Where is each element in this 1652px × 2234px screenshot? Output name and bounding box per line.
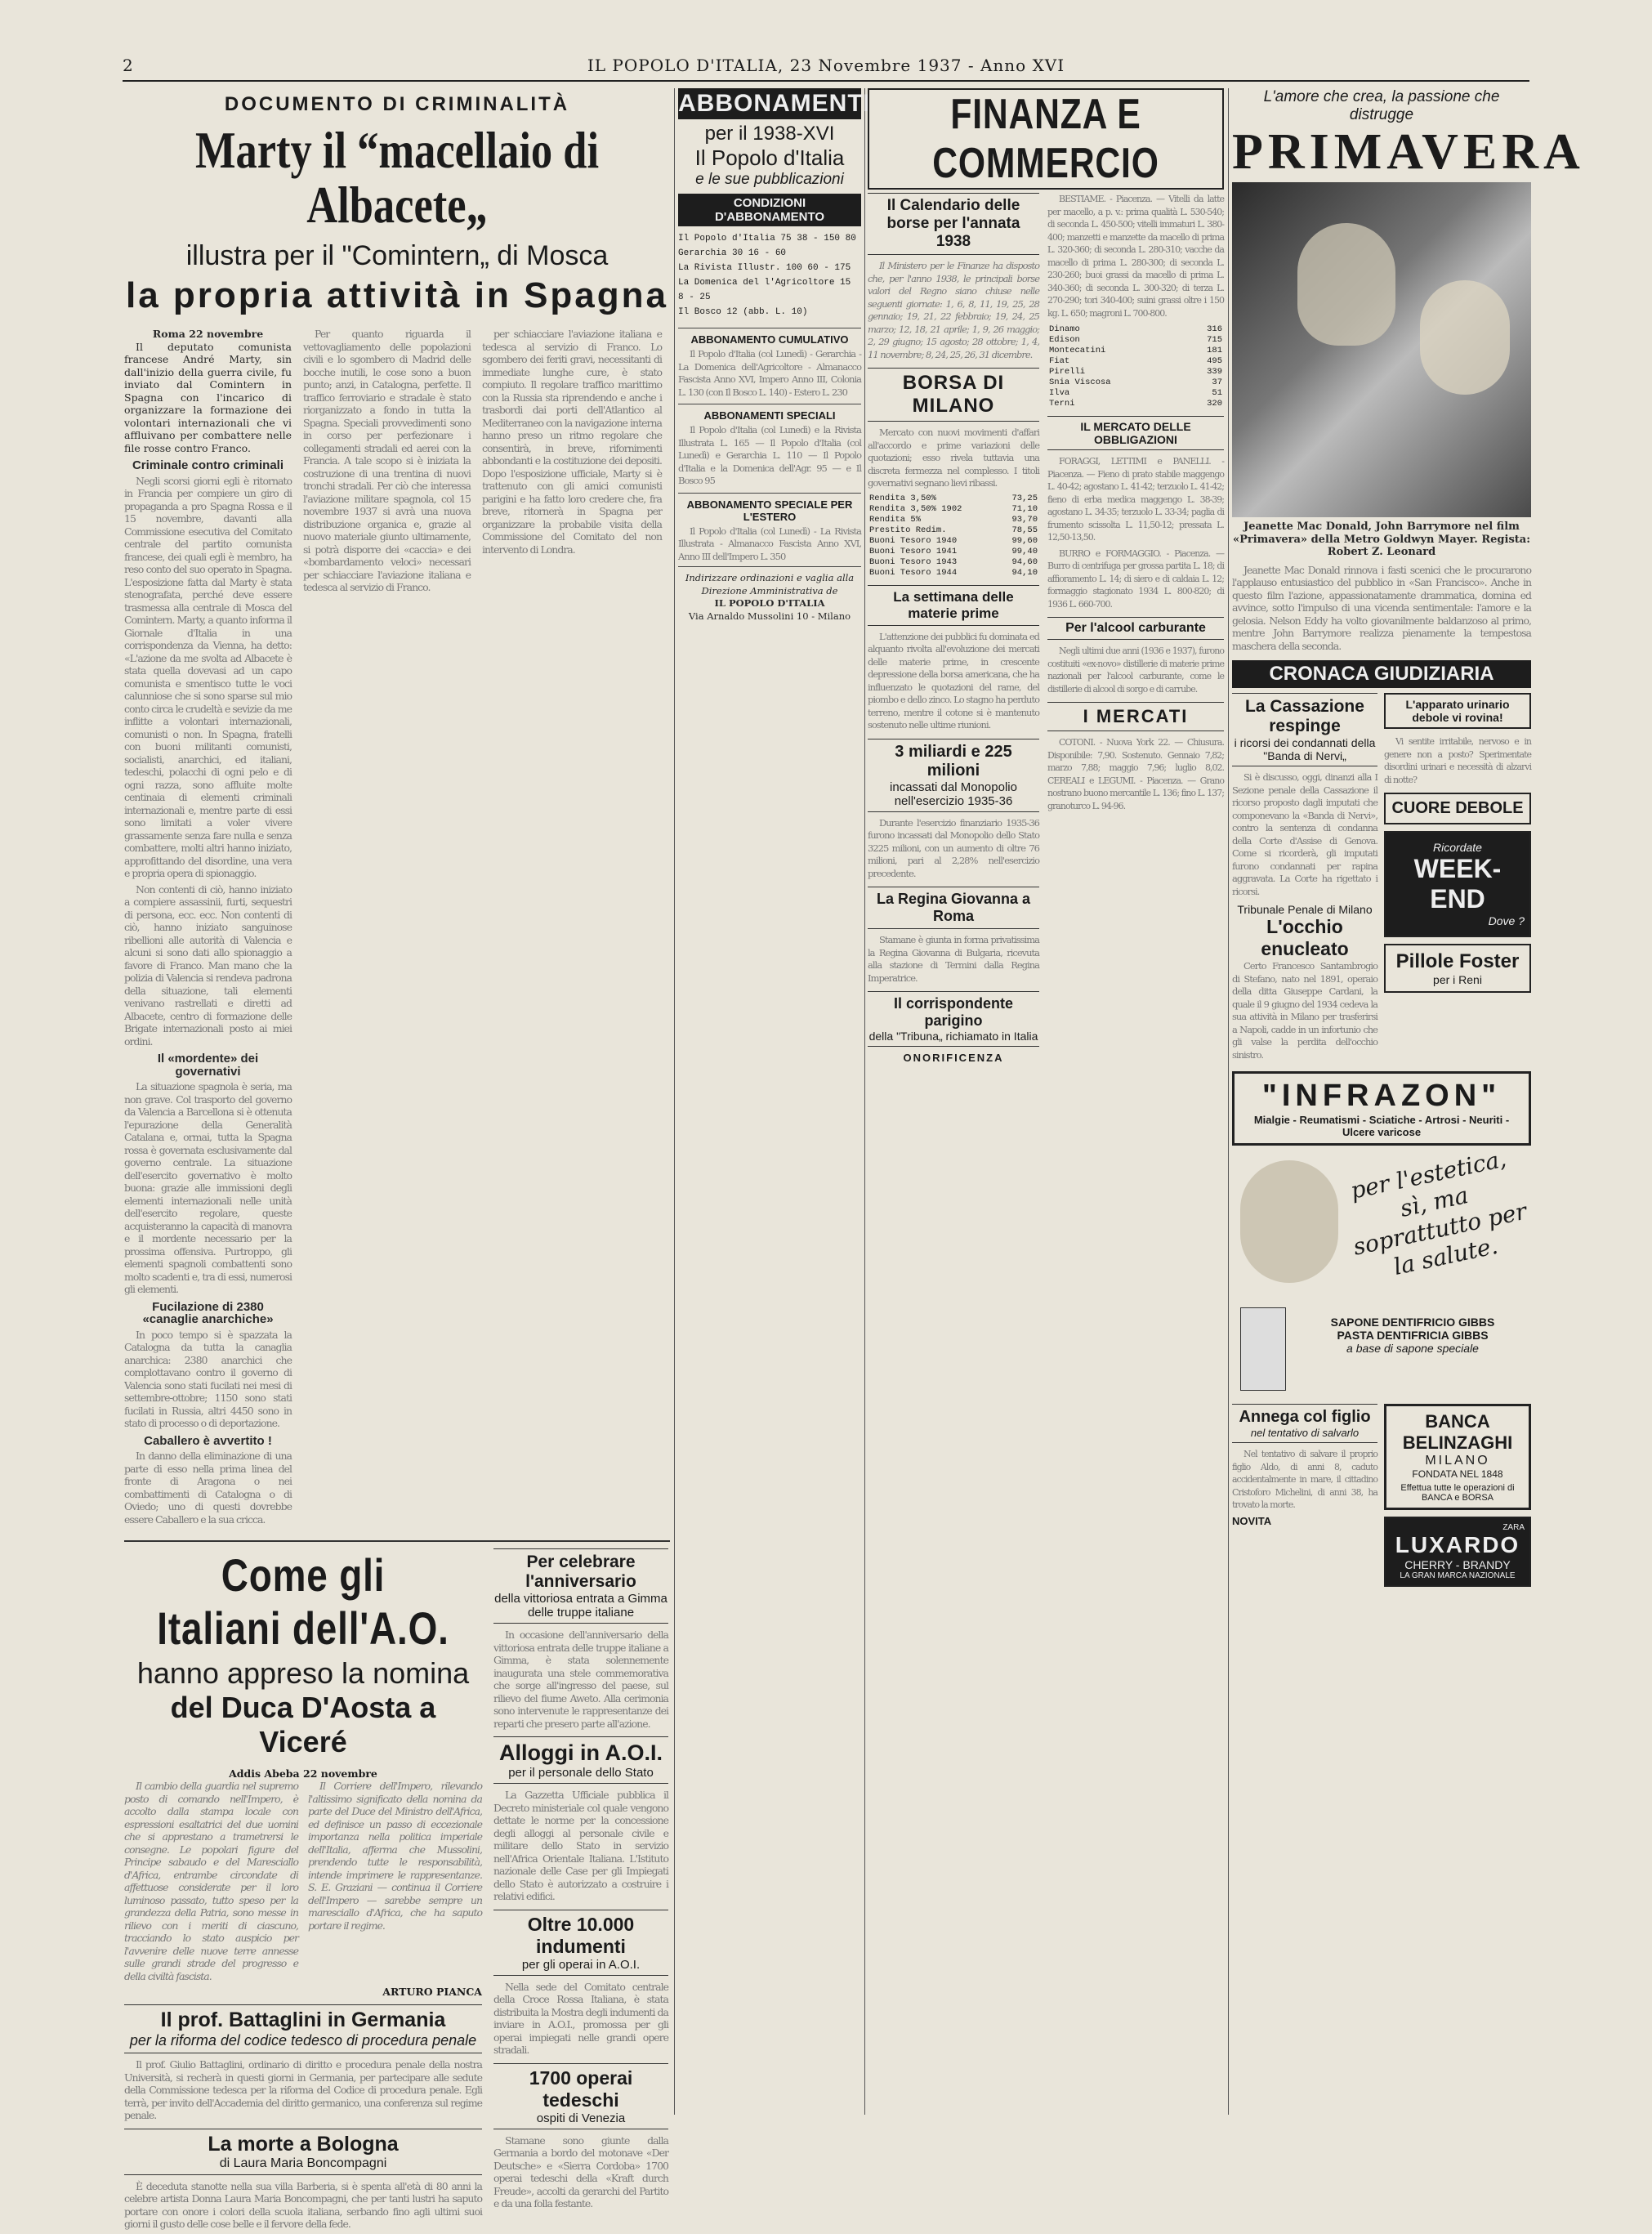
ad-banca-services: Effettua tutte le operazioni di BANCA e BORSA	[1400, 1483, 1515, 1503]
article-headline: Marty il “macellaio di Albacete„	[194, 121, 600, 235]
dateline: Addis Abeba 22 novembre	[229, 1767, 377, 1780]
ad-cuore	[1384, 793, 1531, 824]
table-row: Buoni Tesoro 1940 99,60	[869, 535, 1038, 546]
headline-materie-prime: La settimana delle materie prime	[893, 588, 1014, 621]
ad-weekend	[1384, 831, 1531, 937]
ad-gibbs-line2: PASTA DENTIFRICIA GIBBS	[1337, 1329, 1489, 1343]
headline-calendario: Il Calendario delle borse per l'annata 1938	[886, 197, 1020, 250]
subhead-annega: nel tentativo di salvarlo	[1250, 1427, 1360, 1440]
subhead-monopolio: incassati dal Monopolio nell'esercizio 1935-36	[890, 780, 1017, 808]
cumulative-title: ABBONAMENTO CUMULATIVO	[678, 328, 861, 346]
ad-banca	[1384, 1404, 1531, 1510]
headline-morte-bologna: La morte a Bologna	[208, 2132, 399, 2156]
column-divider	[864, 88, 865, 2115]
ad-foster-title: Pillole Foster	[1395, 950, 1520, 973]
ad-foster-sub: per i Reni	[1433, 973, 1482, 987]
headline-battaglini: Il prof. Battaglini in Germania	[160, 2008, 446, 2032]
woman-portrait	[1240, 1160, 1338, 1283]
lead-paragraph: Il deputato comunista francese André Marty, sin dall'inizio della guerra civile, fu inviato dal Comintern in Spagna con l'incarico di organizzare la formazione dei volontari internazionali che vi affluivano per combattere nelle file rosse contro Franco.	[124, 340, 292, 454]
ad-gibbs-line3: a base di sapone speciale	[1346, 1342, 1479, 1356]
subscription-rates	[678, 231, 861, 319]
table-row: Buoni Tesoro 1944 94,10	[869, 567, 1038, 578]
rate-row: Gerarchia 30 16 - 60	[678, 248, 787, 258]
column-divider	[1228, 88, 1229, 2115]
film-title: PRIMAVERA	[1232, 124, 1585, 180]
subhead-cassazione: i ricorsi dei condannati della "Banda di Nervi„	[1234, 736, 1376, 763]
ad-gibbs	[1232, 1145, 1531, 1397]
ad-banca-title: BANCA BELINZAGHI	[1402, 1411, 1513, 1454]
headline-occhio: L'occhio enucleato	[1261, 916, 1349, 960]
right-column: L'amore che crea, la passione che distrugge PRIMAVERA Jeanette Mac Donald, John Barrymore nel film «Primavera» della Metro Goldwyn Mayer. Regista: Robert Z. Leonard Jeanette Mac Donald rinnova i fasti scenici che le procurarono l'applauso entusiastico del pubblico in «San Francisco». Anche in questo film l'azione, appassionatamente drammatica, domina ed avvince, sotto l'impulso di una vicenda sentimentale: l'amore e la gelosia. Nelson Eddy ha volto giovanilmente baldanzoso al primo, mentre John Barrymore realizza pienamente la tempestosa maschera della seconda. CRONACA GIUDIZIARIA La Cassazione respinge i ricorsi dei condannati della "Banda di Nervi„ Si è discusso, oggi, dinanzi alla I Sezione penale della Cassazione il ricorso proposto dagli imputati che componevano la «Banda di Nervi», contro la sentenza di condanna della Corte d'Assise di Genova. Come si ricorderà, gli imputati furono condannati per rapina aggravata. La Corte ha rigettato i ricorsi. Tribunale Penale di Milano L'occhio enucleato Certo Francesco Santambrogio di Stefano, nato nel 1891, operaio della ditta Giuseppe Cardani, la quale il 9 giugno del 1934 cedeva la sua attività in Milano per trasferirsi a Napoli, cadde in un infortunio che gli valse la perdita dell'occhio sinistro. L'apparato urinario debole vi rovina! Vi sentite irritabile, nervoso e in genere non a posto? Sperimentate disordini urinari e necessità di alzarvi di notte? CUORE DEBOLE Ricordate WEEK-END Dove ? Pillole Foster per i Reni "INFRAZON" Mialgie - Reumatismi - Sciatiche - Artrosi - Neuriti - Ulcere varicose per l'estetica, sì, ma soprattutto per la salute. SAPONE DENTIFRICIO GIBBS PASTA DENTIFRICIA GIBBS a base di sapone speciale Annega col figlio nel tentativo di salvarlo Nel tentativo di salvare il proprio figlio Aldo, di anni 8, caduto accidentalmente in mare, il cittadino Cristoforo Michelini, di anni 38, ha trovato la morte. NOVITA BANCA BELINZAGHI MILANO FONDATA NEL 1848 Effettua tutte le operazioni di BANCA e BORSA ZARA LUXARDO CHERRY - BRANDY LA GRAN MARCA NAZIONALE	[1232, 88, 1531, 2115]
column-divider	[674, 88, 675, 2115]
table-row: Dinamo 316	[1049, 324, 1222, 334]
conditions-title: CONDIZIONI D'ABBONAMENTO	[678, 194, 861, 226]
address-street: Via Arnaldo Mussolini 10 - Milano	[688, 610, 851, 622]
ad-urinario	[1384, 693, 1531, 729]
address-name: IL POPOLO D'ITALIA	[714, 597, 825, 609]
headline-alloggi: Alloggi in A.O.I.	[499, 1740, 663, 1766]
headline-obbligazioni: IL MERCATO DELLE OBBLIGAZIONI	[1080, 420, 1191, 446]
article-body-col: per schiacciare l'aviazione italiana e tedesca al servizio di Franco. Lo sgombero dei feriti gravi, necessitanti di immediate lunghe cure, è stato compiuto. Il regolare traffico marittimo con la Russia sta riprendendo e anche i trasbordi dai porti dell'Atlantico al Mediterraneo con la navigazione interna hanno preso un ritmo regolare che consentirà, in breve, rifornimenti abbondanti e la costituzione dei depositi. Dopo l'esposizione ufficiale, Marty si è trattenuto con gli amici comunisti parigini e ha fatto loro credere che, fra breve, ritornerà in Spagna per organizzare la probabile visita della Commissione del Comitato del non intervento di Londra.	[482, 328, 662, 556]
table-row: Rendita 3,50% 1902 71,10	[869, 503, 1038, 514]
ad-weekend-line1: Ricordate	[1433, 841, 1482, 855]
subscriptions-year: per il 1938-XVI	[704, 123, 835, 145]
article-subhead-2: la propria attività in Spagna	[125, 275, 668, 316]
table-row: Edison 715	[1049, 335, 1222, 345]
ad-gibbs-slogan: per l'estetica, sì, ma soprattutto per la salute.	[1348, 1145, 1529, 1281]
table-row: Rendita 3,50% 73,25	[869, 493, 1038, 503]
section-cronaca: CRONACA GIUDIZIARIA	[1232, 660, 1531, 688]
table-row: Snia Viscosa 37	[1049, 378, 1222, 387]
signature: ARTURO PIANCA	[382, 1986, 482, 1999]
subheading: Caballero è avvertito !	[144, 1433, 272, 1448]
subhead-viceroy-2: del Duca D'Aosta a Viceré	[170, 1691, 436, 1759]
special-title: ABBONAMENTI SPECIALI	[678, 404, 861, 422]
subheading: Il «mordente» dei governativi	[157, 1052, 259, 1079]
ad-infrazon	[1232, 1071, 1531, 1146]
table-row: Prestito Redim. 78,55	[869, 525, 1038, 535]
dateline: Roma 22 novembre	[152, 328, 264, 341]
headline-corrispondente: Il corrispondente parigino	[893, 995, 1014, 1029]
toothpaste-tube-icon	[1240, 1307, 1286, 1391]
article-body-col: Per quanto riguarda il vettovagliamento delle popolazioni civili e lo sgombero di Madrid delle bocche inutili, le cose sono a buon punto; anzi, in Catalogna, perfette. Il traffico ferroviario e stradale è stato riorganizzato a fondo in tutta la Spagna. Speciali provvedimenti sono in corso per perfezionare i collegamenti stradali ed aerei con la Francia. A tale scopo si è iniziata la costruzione di una trentina di nuovi tronchi stradali. Per ciò che interessa l'aviazione militare spagnola, col 15 novembre 1937 si avrà una nuova distribuzione organica e, grazie al nuovo materiale giunto ultimamente, si potrà disporre dei «caccia» e dei «bombardamento veloci» necessari per schiacciare l'aviazione italiana e tedesca al servizio di Franco.	[303, 328, 471, 594]
subhead-corrispondente: della "Tribuna„ richiamato in Italia	[868, 1030, 1038, 1043]
page-header	[123, 56, 1529, 75]
table-row: Buoni Tesoro 1941 99,40	[869, 546, 1038, 556]
subhead-morte-bologna: di Laura Maria Boncompagni	[219, 2156, 387, 2170]
ad-infrazon-sub: Mialgie - Reumatismi - Sciatiche - Artrosi - Neuriti - Ulcere varicose	[1253, 1114, 1510, 1139]
article-subhead: illustra per il "Comintern„ di Mosca	[185, 240, 609, 272]
headline-operai-tedeschi: 1700 operai tedeschi	[529, 2066, 633, 2111]
subhead-indumenti: per gli operai in A.O.I.	[521, 1957, 641, 1972]
headline-monopolio: 3 miliardi e 225 milioni	[895, 742, 1012, 780]
subscriptions-column: ABBONAMENTI per il 1938-XVI Il Popolo d'Italia e le sue pubblicazioni CONDIZIONI D'ABBONAMENTO Il Popolo d'Italia 75 38 - 150 80 Gerarchia 30 16 - 60 La Rivista Illustr. 100 60 - 175 La Domenica del l'Agricoltore 15 8 - 25 Il Bosco 12 (abb. L. 10) ABBONAMENTO CUMULATIVO Il Popolo d'Italia (col Lunedì) - Gerarchia - La Domenica dell'Agricoltore - Almanacco Fascista Anno XVI, Impero Anno III, Colonia L. 130 (con Il Bosco L. 140) - Estero L. 230 ABBONAMENTI SPECIALI Il Popolo d'Italia (col Lunedì) e la Rivista Illustrata L. 165 — Il Popolo d'Italia (col Lunedì) e Gerarchia L. 110 — Il Popolo d'Italia e la Domenica dell'Agr. 95 — e Il Bosco 95 ABBONAMENTO SPECIALE PER L'ESTERO Il Popolo d'Italia (col Lunedì) - La Rivista Illustrata - Almanacco Fascista Anno XVI, Anno III dell'Impero L. 350 Indirizzare ordinazioni e vaglia alla Direzione Amministrativa de IL POPOLO D'ITALIA Via Arnaldo Mussolini 10 - Milano	[678, 90, 871, 622]
headline-annega: Annega col figlio	[1239, 1408, 1371, 1427]
ad-luxardo-title: LUXARDO	[1395, 1532, 1520, 1558]
bond-table	[868, 494, 1039, 579]
subhead-gimma: della vittoriosa entrata a Gimma delle truppe italiane	[494, 1592, 667, 1620]
ad-luxardo-product: CHERRY - BRANDY	[1404, 1558, 1511, 1572]
article-body-col: Roma 22 novembre Il deputato comunista francese André Marty, sin dall'inizio della guerra civile, fu inviato dal Comintern in Spagna con l'incarico di organizzare la formazione dei volontari internazionali che vi affluivano per combattere nelle file rosse contro Franco. Criminale contro criminali Negli scorsi giorni egli è ritornato in Francia per compiere un giro di propaganda a pro Spagna Rossa e il 15 novembre, davanti alla Commissione esecutiva del Comitato centrale del partito comunista francese, dei quali egli è membro, ha reso conto del suo operato in Spagna. L'esposizione fatta dal Marty è stata stenografata, perché deve essere trasmessa alla centrale di Mosca del Comintern. Marty, a quanto informa il Giornale d'Italia in una corrispondenza da Vienna, ha detto: «L'azione da me svolta ad Albacete è stata quella dovevasi ad un capo comunista e smentisco tutte le voci calunniose che si sono sparse sul mio conto circa le crudeltà e sevizie da me inflitte a volontari internazionali, comunisti o non. In Spagna, fratelli con buoni militanti comunisti, socialisti, anarchici, ed italiani, tedeschi, polacchi di ogni pelo e di ogni razza, sono affluite molte centinaia di elementi criminali internazionali e, mentre parte di essi sono limitati a voler vivere grassamente senza fare nulla e senza combattere, molti altri hanno iniziato, approfittando del disordine, una vera e propria opera di spionaggio. Non contenti di ciò, hanno iniziato a compiere assassinii, furti, sequestri di persona, ecc. ecc. Non contenti di ciò, hanno iniziato sanguinose ribellioni alle autorità di Valencia e alcuni si sono dati allo spionaggio a favore di Franco. Man mano che la polizia di Valencia si rendeva padrona della situazione, tali elementi venivano rastrellati e diretti ad Albacete, centro di formazione delle Brigate internazionali posto ai miei ordini. Il «mordente» dei governativi La situazione spagnola è seria, ma non grave. Col trasporto del governo da Valencia a Barcellona si è ottenuta l'epurazione della Generalità Catalana e, ormai, tutta la Spagna rossa è governata esclusivamente dal governo centrale. La situazione dell'esercito governativo è molto buona: grazie alle immissioni degli elementi internazionali nelle unità dell'esercito regolare, queste acquisteranno la capacità di manovra e il mordente necessario per la prossima offensiva. Purtroppo, gli elementi spagnoli combattenti sono molto scadenti e, tra di essi, numerosi gli elementi. Fucilazione di 2380 «canaglie anarchiche» In poco tempo si è spazzata la Catalogna da tutta la canaglia anarchica: 2380 anarchici che complottavano contro il governo di Valencia sono stati fucilati nei mesi di settembre-ottobre; 1150 sono stati fucilati in Russia, altri 4450 sono in stato di processo o di deportazione. Caballero è avvertito ! In danno della eliminazione di una parte di esso nella prima linea del fronte di Aragona o nei combattimenti di Catalogna o di Oviedo; uno di questi dovrebbe essere Caballero e la sua cricca.	[124, 328, 292, 1526]
header-rule	[123, 80, 1529, 82]
foreign-title: ABBONAMENTO SPECIALE PER L'ESTERO	[678, 493, 861, 523]
headline-viceroy: Come gli Italiani dell'A.O.	[157, 1549, 449, 1655]
table-row: Fiat 495	[1049, 356, 1222, 366]
masthead: IL POPOLO D'ITALIA, 23 Novembre 1937 - Anno XVI	[587, 56, 1065, 75]
novita-label: NOVITA	[1232, 1514, 1272, 1527]
table-row: Rendita 5% 93,70	[869, 514, 1038, 525]
ad-weekend-line3: Dove ?	[1488, 914, 1525, 928]
subscriptions-paper: Il Popolo d'Italia	[694, 145, 845, 170]
ad-luxardo	[1384, 1517, 1531, 1587]
film-still-photo	[1232, 182, 1531, 517]
subhead-operai-tedeschi: ospiti di Venezia	[536, 2111, 626, 2125]
table-row: Ilva 51	[1049, 388, 1222, 398]
ad-weekend-title: WEEK-END	[1413, 854, 1502, 914]
rate-row: La Domenica del l'Agricoltore 15 8 - 25	[678, 278, 851, 302]
ad-infrazon-title: "INFRAZON"	[1261, 1079, 1502, 1114]
table-row: Montecatini 181	[1049, 346, 1222, 355]
ad-foster	[1384, 944, 1531, 993]
ad-urinario-title: L'apparato urinario debole vi rovina!	[1405, 698, 1510, 725]
headline-mercati: I MERCATI	[1083, 706, 1189, 726]
rate-row: Il Bosco 12 (abb. L. 10)	[678, 307, 808, 317]
subhead-alloggi: per il personale dello Stato	[508, 1766, 654, 1780]
table-row: Buoni Tesoro 1943 94,60	[869, 556, 1038, 567]
finance-column: FINANZA E COMMERCIO Il Calendario delle borse per l'annata 1938 Il Ministero per le Finanze ha disposto che, per l'anno 1938, le principali borse valori del Regno siano chiuse nelle seguenti giornate: 1, 6, 8, 11, 19, 25, 28 gennaio; 19, 21, 22 febbraio; 19, 24, 25 marzo; 12, 18, 21 aprile; 1, 9, 26 maggio; 2, 29 giugno; 15 agosto; 28 ottobre; 1, 4, 11 novembre; 8, 24, 25, 26, 31 dicembre. BORSA DI MILANO Mercato con nuovi movimenti d'affari all'accordo e prime variazioni delle quotazioni; esso rivela tuttavia una discreta fermezza nel complesso. I titoli governativi segnano lievi ribassi. Rendita 3,50% 73,25 Rendita 3,50% 1902 71,10 Rendita 5% 93,70 Prestito Redim. 78,55 Buoni Tesoro 1940 99,60 Buoni Tesoro 1941 99,40 Buoni Tesoro 1943 94,60 Buoni Tesoro 1944 94,10 La settimana delle materie prime L'attenzione dei pubblici fu dominata ed alquanto rivolta all'evoluzione dei mercati delle materie prime, in crescente depressione della borsa americana, che ha influenzato le quotazioni del rame, del piombo e dello zinco. Lo stagno ha perduto terreno, mentre il cotone si è mantenuto sostenuto nelle ultime riunioni. 3 miliardi e 225 milioni incassati dal Monopolio nell'esercizio 1935-36 Durante l'esercizio finanziario 1935-36 furono incassati dal Monopolio dello Stato 3225 milioni, con un aumento di oltre 76 milioni, pari al 2,28% nell'esercizio precedente. La Regina Giovanna a Roma Stamane è giunta in forma privatissima la Regina Giovanna di Bulgaria, ricevuta alla stazione di Termini dalla Regina Imperatrice. Il corrispondente parigino della "Tribuna„ richiamato in Italia ONORIFICENZA BESTIAME. - Piacenza. — Vitelli da latte per macello, a p. v.: prima qualità L. 530-540; di seconda L. 450-500; vitelli immaturi L. 380-400; manzetti e manzette da macello di prima L. 320-360; di seconda L. 280-310; vacche da macello di prima L. 280-300; di seconda L. 230-260; buoi grassi da macello di prima L. 340-360; di seconda L. 300-320; di terza L. 270-290; tori 340-400; suini grassi oltre i 150 kg. L. 650; magroni L. 700-800. Dinamo 316 Edison 715 Montecatini 181 Fiat 495 Pirelli 339 Snia Viscosa 37 Ilva 51 Terni 320 IL MERCATO DELLE OBBLIGAZIONI FORAGGI, LETTIMI e PANELLI. - Piacenza. — Fieno di prato stabile maggengo L. 40-42; agostano L. 41-42; terzuolo L. 41-42; fieno di erba medica maggengo L. 38-39; agostano L. 34-35; terzuolo L. 33-34; paglia di frumento scissolta L. 11,50-12; pressata L. 12,50-13,50. BURRO e FORMAGGIO. - Piacenza. — Burro di centrifuga per grossa partita L. 18; di affioramento L. 14; di siero e di caldaia L. 12; formaggio stagionato 1934 L. 800-820; di 1936 L. 660-700. Per l'alcool carburante Negli ultimi due anni (1936 e 1937), furono costituiti «ex-novo» distillerie di materie prime nazionali per l'alcool carburante, come le distillerie di alcool di sorgo e di carrube. I MERCATI COTONI. - Nuova York 22. — Chiusura. Disponibile: 7,90. Sostenuto. Gennaio 7,82; marzo 7,88; maggio 7,96; luglio 8,02. CEREALI e LEGUMI. - Piacenza. — Grano nostrano buono mercantile L. 136; fino L. 137; granoturco L. 94-96.	[868, 88, 1224, 2115]
headline-onorificenza: ONORIFICENZA	[903, 1052, 1004, 1064]
subhead-viceroy: hanno appreso la nomina	[136, 1656, 470, 1691]
subhead-battaglini: per la riforma del codice tedesco di procedura penale	[129, 2032, 477, 2049]
ad-banca-founded: FONDATA NEL 1848	[1412, 1468, 1503, 1481]
rate-row: La Rivista Illustr. 100 60 - 175	[678, 263, 851, 273]
article-kicker: DOCUMENTO DI CRIMINALITÀ	[224, 93, 570, 115]
main-article: DOCUMENTO DI CRIMINALITÀ Marty il “macellaio di Albacete„ illustra per il "Comintern„ di Mosca la propria attività in Spagna Roma 22 novembre Il deputato comunista francese André Marty, sin dall'inizio della guerra civile, fu inviato dal Comintern in Spagna con l'incarico di organizzare la formazione dei volontari internazionali che vi affluivano per combattere nelle file rosse contro Franco. Criminale contro criminali Negli scorsi giorni egli è ritornato in Francia per compiere un giro di propaganda a pro Spagna Rossa e il 15 novembre, davanti alla Commissione esecutiva del Comitato centrale del partito comunista francese, dei quali egli è membro, ha reso conto del suo operato in Spagna. L'esposizione fatta dal Marty è stata stenografata, perché deve essere trasmessa alla centrale di Mosca del Comintern. Marty, a quanto informa il Giornale d'Italia in una corrispondenza da Vienna, ha detto: «L'azione da me svolta ad Albacete è stata quella dovevasi ad un capo comunista e smentisco tutte le voci calunniose che si sono sparse sul mio conto circa le crudeltà e sevizie da me inflitte a volontari internazionali, comunisti o non. In Spagna, fratelli con buoni militanti comunisti, socialisti, anarchici, ed italiani, tedeschi, polacchi di ogni pelo e di ogni razza, sono affluite molte centinaia di elementi criminali internazionali e, mentre parte di essi sono limitati a voler vivere grassamente senza fare nulla e senza combattere, molti altri hanno iniziato, approfittando del disordine, una vera e propria opera di spionaggio. Non contenti di ciò, hanno iniziato a compiere assassinii, furti, sequestri di persona, ecc. ecc. Non contenti di ciò, hanno iniziato sanguinose ribellioni alle autorità di Valencia e alcuni si sono dati allo spionaggio a favore di Franco. Man mano che la polizia di Valencia si rendeva padrona della situazione, tali elementi venivano rastrellati e diretti ad Albacete, centro di formazione delle Brigate internazionali posto ai miei ordini. Il «mordente» dei governativi La situazione spagnola è seria, ma non grave. Col trasporto del governo da Valencia a Barcellona si è ottenuta l'epurazione della Generalità Catalana e, ormai, tutta la Spagna rossa è governata esclusivamente dal governo centrale. La situazione dell'esercito governativo è molto buona: grazie alle immissioni degli elementi internazionali nelle unità dell'esercito regolare, queste acquisteranno la capacità di manovra e il mordente necessario per la prossima offensiva. Purtroppo, gli elementi spagnoli combattenti sono molto scadenti e, tra di essi, numerosi gli elementi. Fucilazione di 2380 «canaglie anarchiche» In poco tempo si è spazzata la Catalogna da tutta la canaglia anarchica: 2380 anarchici che complottavano contro il governo di Valencia sono stati fucilati nei mesi di settembre-ottobre; 1150 sono stati fucilati in Russia, altri 4450 sono in stato di processo o di deportazione. Caballero è avvertito ! In danno della eliminazione di una parte di esso nella prima linea del fronte di Aragona o nei combattimenti di Catalogna o di Oviedo; uno di questi dovrebbe essere Caballero e la sua cricca. Per quanto riguarda il vettovagliamento delle popolazioni civili e lo sgombero di Madrid delle bocche inutili, le cose sono a buon punto; anzi, in Catalogna, perfette. Il traffico ferroviario e stradale è stato riorganizzato a fondo in tutta la Spagna. Speciali provvedimenti sono in corso per perfezionare i collegamenti stradali ed aerei con la Francia. A tale scopo si è iniziata la costruzione di una trentina di nuovi tronchi stradali. Per ciò che interessa l'aviazione militare spagnola, col 15 novembre 1937 si avrà una nuova distribuzione organica e, grazie al nuovo materiale giunto ultimamente, si potrà disporre dei «caccia» e dei «bombardamento veloci» necessari per schiacciare l'aviazione italiana e tedesca al servizio di Franco. per schiacciare l'aviazione italiana e tedesca al servizio di Franco. Lo sgombero dei feriti gravi, necessitanti di immediate lunghe cure, è stato compiuto. Il regolare traffico marittimo con la Russia sta riprendendo e anche i trasbordi dai porti dell'Atlantico al Mediterraneo con la navigazione interna hanno preso un ritmo regolare che consentirà, in breve, rifornimenti abbondanti e la costituzione dei depositi. Dopo l'esposizione ufficiale, Marty si è trattenuto con gli amici comunisti parigini e ha fatto loro credere che, fra breve, ritornerà in Spagna per organizzare la probabile visita della Commissione del Comitato del non intervento di Londra. Come gli Italiani dell'A.O. hanno appreso la nomina del Duca D'Aosta a Viceré Addis Abeba 22 novembre Il cambio della guardia nel supremo posto di comando nell'Impero, è accolto dalla stampa locale con espressioni esaltatrici del due uomini che si apprestano a trametrersi le consegne. Le popolari figure del Principe sabaudo e del Maresciallo d'Africa, entrambe circondate di affettuose considerate per il loro luminoso passato, tutto speso per la grandezza della Patria, sono messe in rilievo con i meriti di ciascuno, tracciando lo stato auspicio per l'avvenire delle nuove terre annesse sulle grandi strade del progresso e della civiltà fascista. Il Corriere dell'Impero, rilevando l'altissimo significato della nomina da parte del Duce del Ministro dell'Africa, ed definisce un passo di eccezionale importanza nella politica imperiale dell'Italia, afferma che Mussolini, prendendo tutte le responsabilità, intende imprimere le rappresentanze. S. E. Graziani — continua il Corriere dell'Impero — sarebbe sempre un maresciallo d'Africa, che ha saputo portare il regime. ARTURO PIANCA Il prof. Battaglini in Germania per la riforma del codice tedesco di procedura penale Il prof. Giulio Battaglini, ordinario di diritto e procedura penale della nostra Università, si recherà in questi giorni in Germania, per partecipare alle sedute della Commissione tedesca per la riforma del Codice di procedura penale. Egli terrà, per invito dell'Accademia del diritto germanico, una conferenza sul regime penale. La morte a Bologna di Laura Maria Boncompagni È deceduta stanotte nella sua villa Barberia, si è spenta all'età di 80 anni la celebre artista Donna Laura Maria Boncompagni, che per tanti lustri ha saputo portare con onore i colori della scuola italiana, serbando fino agli ultimi suoi giorni il gusto delle cose belle e il fervore della fede. Per celebrare l'anniversario della vittoriosa entrata a Gimma delle truppe italiane In occasione dell'anniversario della vittoriosa entrata delle truppe italiane a Gimma, è stata solennemente inaugurata una stele commemorativa che sorge all'ingresso del paese, sul rilievo del fiume Aweto. Alla cerimonia sono intervenute le rappresentanze dei reparti che presero parte all'azione. Alloggi in A.O.I. per il personale dello Stato La Gazzetta Ufficiale pubblica il Decreto ministeriale col quale vengono dettate le norme per la concessione degli alloggi al personale civile e militare dello Stato in servizio nell'Africa Orientale Italiana. L'Istituto nazionale delle Case per gli Impiegati dello Stato è autorizzato a costruire i relativi edifici. Oltre 10.000 indumenti per gli operai in A.O.I. Nella sede del Comitato centrale della Croce Rossa Italiana, è stata distribuita la Mostra degli indumenti da inviare in A.O.I., promossa per gli operai impiegati nelle grandi opere stradali. 1700 operai tedeschi ospiti di Venezia Stamane sono giunte dalla Germania a bordo del motonave «Der Deutsche» e «Sierra Cordoba» 1700 operai tedeschi della «Kraft durch Freude», accolti da gerarchi del Partito e da una folla festante.	[124, 88, 670, 2115]
subheading: Criminale contro criminali	[132, 458, 284, 473]
photo-caption: Jeanette Mac Donald, John Barrymore nel film «Primavera» della Metro Goldwyn Mayer. Regista: Robert Z. Leonard	[1232, 521, 1531, 559]
film-kicker: L'amore che crea, la passione che distrugge	[1263, 88, 1500, 123]
ad-luxardo-city: ZARA	[1502, 1523, 1525, 1533]
ad-banca-city: MILANO	[1425, 1454, 1490, 1468]
actress-portrait	[1420, 280, 1510, 395]
headline-borsa-milano: BORSA DI MILANO	[902, 372, 1005, 417]
finance-title: FINANZA E COMMERCIO	[932, 91, 1159, 187]
stock-table	[1047, 324, 1224, 409]
ad-luxardo-tagline: LA GRAN MARCA NAZIONALE	[1400, 1571, 1516, 1581]
headline-gimma: Per celebrare l'anniversario	[525, 1553, 636, 1592]
table-row: Pirelli 339	[1049, 367, 1222, 377]
headline-indumenti: Oltre 10.000 indumenti	[527, 1913, 635, 1957]
subheading: Fucilazione di 2380 «canaglie anarchiche»	[142, 1299, 274, 1327]
rate-row: Il Popolo d'Italia 75 38 - 150 80	[678, 234, 856, 244]
subscriptions-pubs: e le sue pubblicazioni	[695, 171, 844, 188]
table-row: Terni 320	[1049, 399, 1222, 409]
ad-cuore-title: CUORE DEBOLE	[1391, 799, 1524, 818]
page-number: 2	[123, 56, 133, 75]
headline-regina: La Regina Giovanna a Roma	[876, 891, 1031, 924]
subscriptions-title: ABBONAMENTI	[678, 88, 861, 119]
headline-alcool: Per l'alcool carburante	[1065, 621, 1206, 635]
actor-portrait	[1297, 223, 1395, 346]
ad-gibbs-line1: SAPONE DENTIFRICIO GIBBS	[1330, 1316, 1495, 1329]
tribunale-label: Tribunale Penale di Milano	[1237, 903, 1373, 917]
headline-cassazione: La Cassazione respinge	[1245, 697, 1364, 736]
